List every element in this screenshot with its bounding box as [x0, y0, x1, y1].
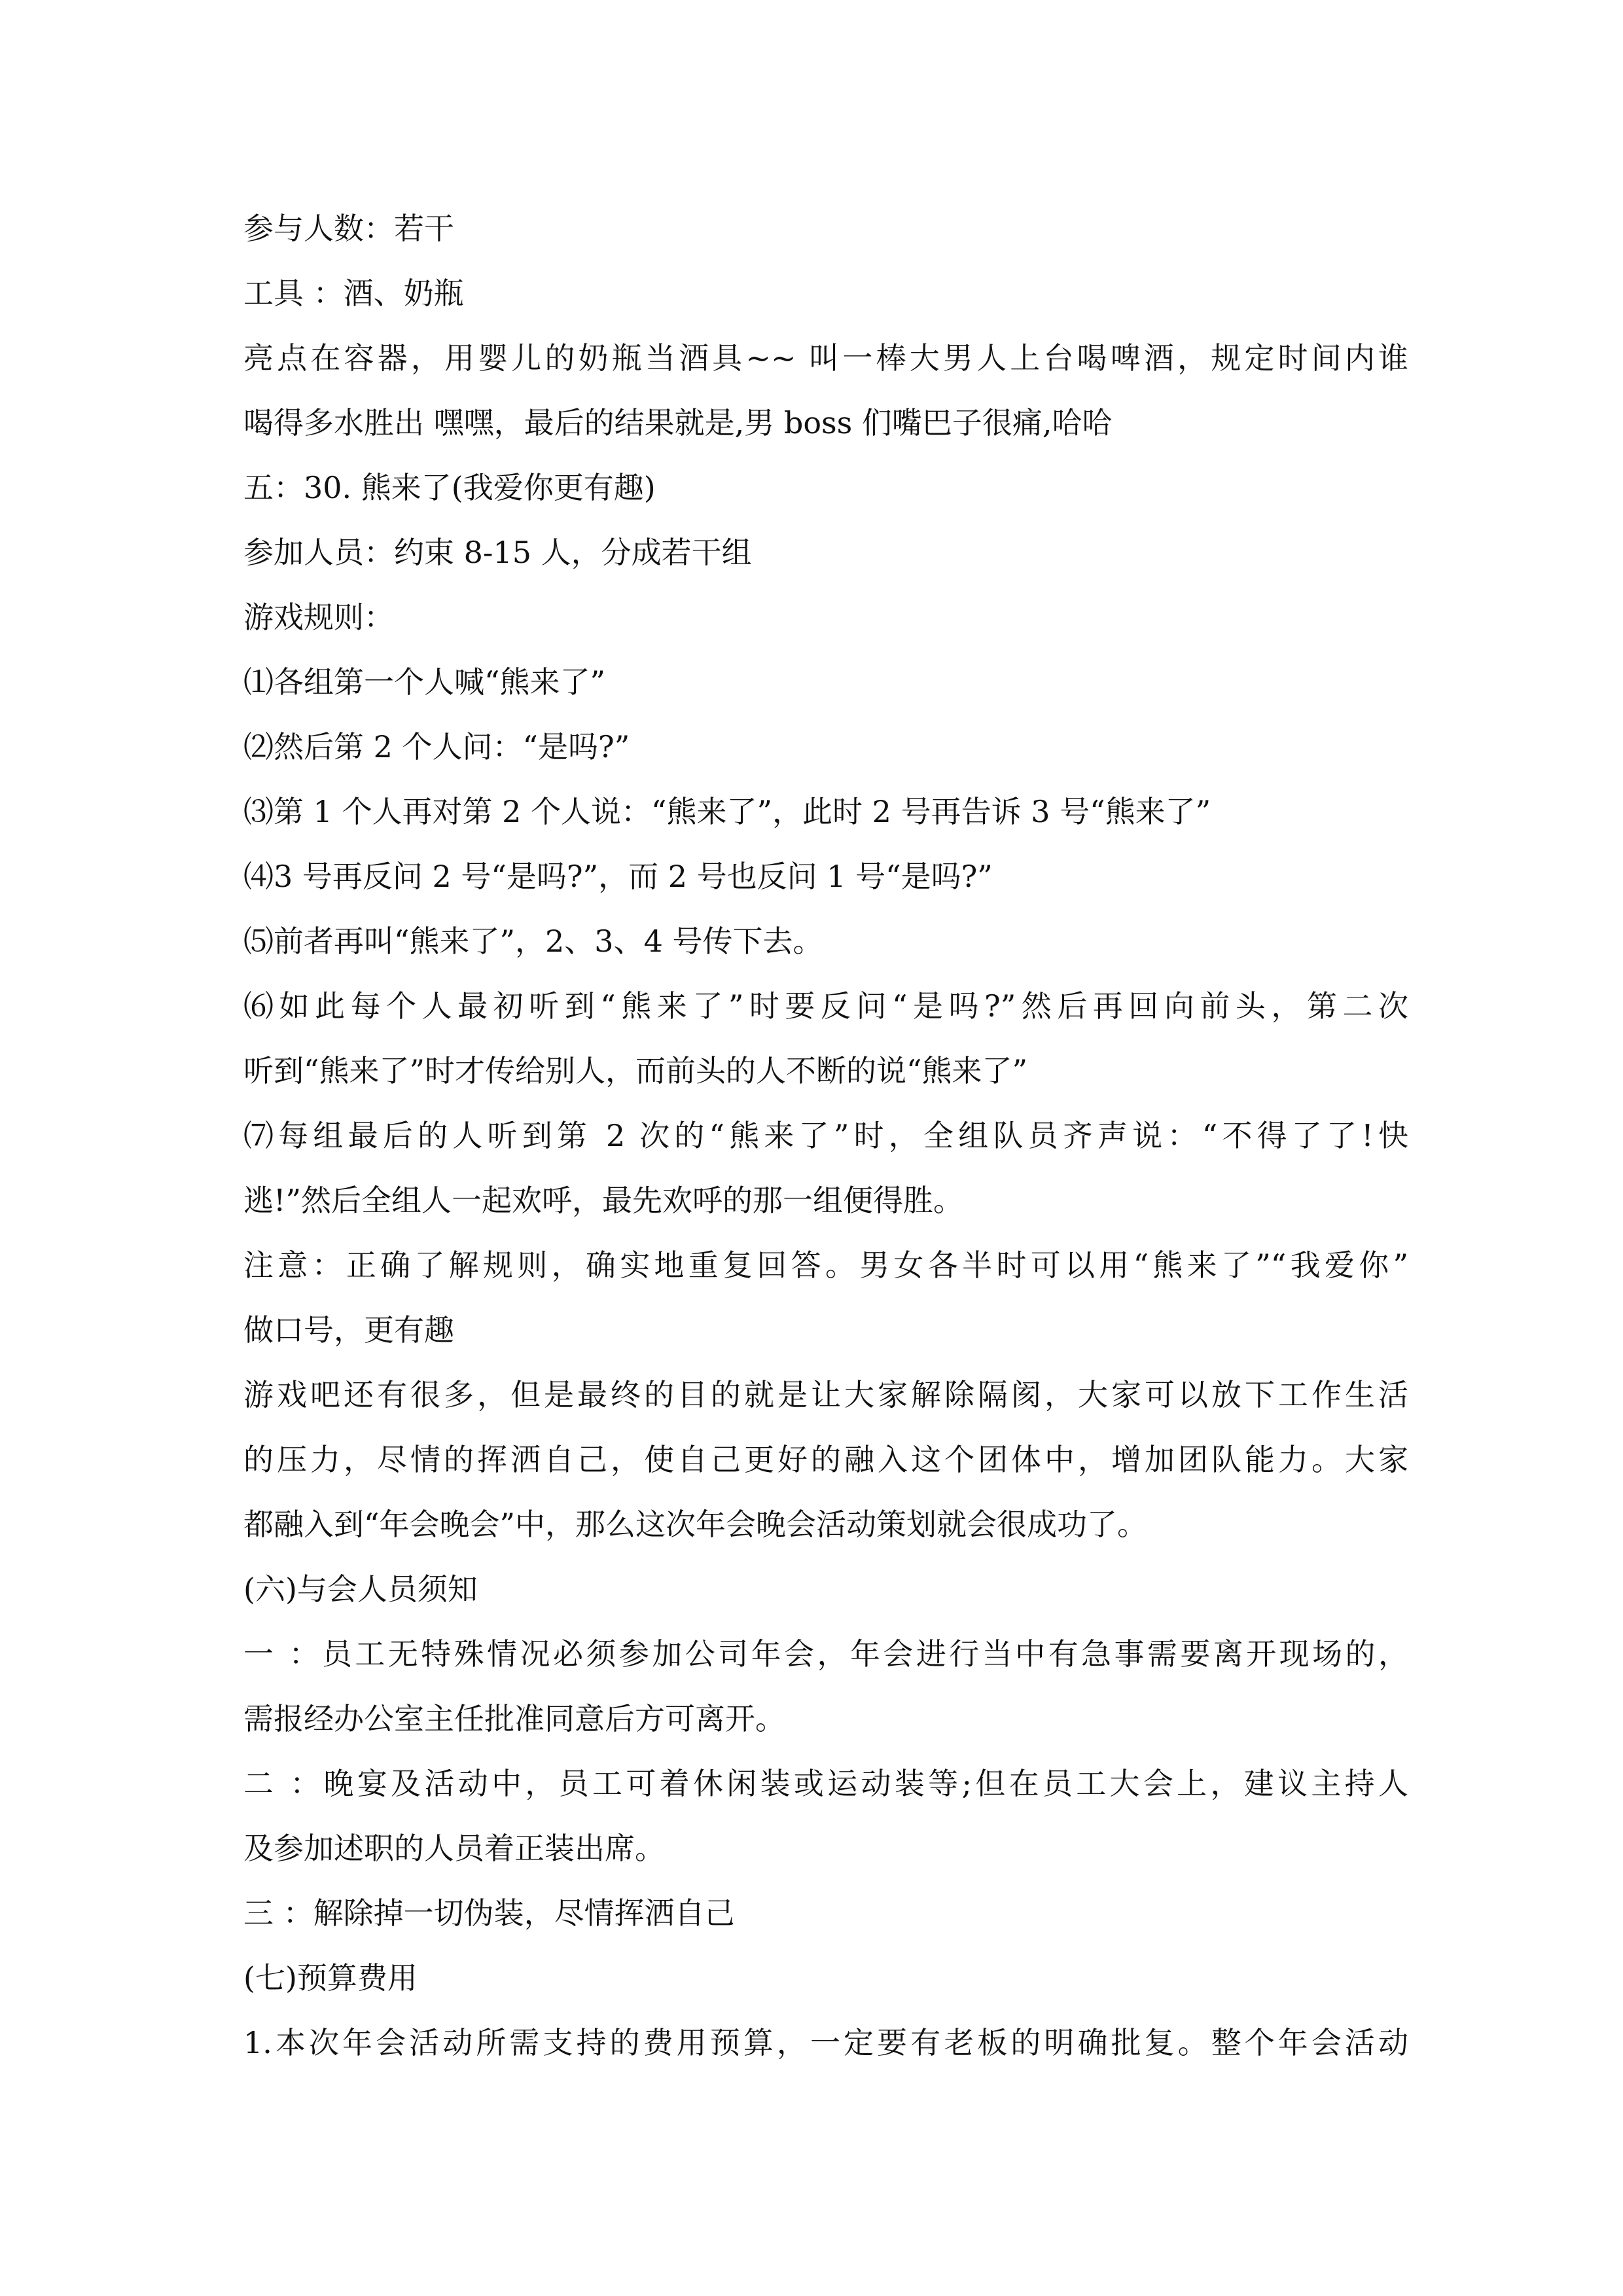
text-line-rule-6: ⑹如此每个人最初听到“熊来了”时要反问“是吗?”然后再回向前头，第二次	[243, 988, 1408, 1024]
text-line-note: 注意：正确了解规则，确实地重复回答。男女各半时可以用“熊来了”“我爱你”	[243, 1247, 1408, 1283]
text-line-highlight: 亮点在容器，用婴儿的奶瓶当酒具~~ 叫一棒大男人上台喝啤酒，规定时间内谁	[243, 340, 1408, 376]
text-line-summary-2: 的压力，尽情的挥洒自己，使自己更好的融入这个团体中，增加团队能力。大家	[243, 1442, 1408, 1477]
text-line-highlight-cont: 喝得多水胜出 嘿嘿，最后的结果就是,男 boss 们嘴巴子很痛,哈哈	[243, 405, 1113, 440]
text-line-rules-heading: 游戏规则：	[243, 600, 394, 635]
section-heading-attendee-notice: (六)与会人员须知	[243, 1571, 478, 1607]
document-body	[243, 196, 1408, 2075]
text-line-rule-1: ⑴各组第一个人喊“熊来了”	[243, 664, 606, 700]
text-line-summary-1: 游戏吧还有很多，但是最终的目的就是让大家解除隔阂，大家可以放下工作生活	[243, 1377, 1408, 1412]
text-line-budget-1: 1.本次年会活动所需支持的费用预算，一定要有老板的明确批复。整个年会活动	[243, 2025, 1408, 2060]
text-line-rule-7: ⑺每组最后的人听到第 2 次的“熊来了”时，全组队员齐声说：“不得了了!快	[243, 1118, 1408, 1153]
text-line-rule-4: ⑷3 号再反问 2 号“是吗?”，而 2 号也反问 1 号“是吗?”	[243, 859, 993, 894]
section-heading-budget: (七)预算费用	[243, 1960, 418, 1996]
text-line-notice-2-cont: 及参加述职的人员着正装出席。	[243, 1831, 665, 1866]
text-line-notice-2: 二 ：晚宴及活动中，员工可着休闲装或运动装等;但在员工大会上，建议主持人	[243, 1766, 1408, 1801]
text-line-notice-3: 三 ：解除掉一切伪装，尽情挥洒自己	[243, 1895, 735, 1931]
text-line-rule-6-cont: 听到“熊来了”时才传给别人，而前头的人不断的说“熊来了”	[243, 1053, 1028, 1088]
text-line-game-participants: 参加人员：约束 8-15 人，分成若干组	[243, 535, 752, 570]
text-line-notice-1: 一 ：员工无特殊情况必须参加公司年会，年会进行当中有急事需要离开现场的，	[243, 1636, 1408, 1672]
text-line-note-cont: 做口号，更有趣	[243, 1312, 454, 1348]
text-line-rule-7-cont: 逃!”然后全组人一起欢呼，最先欢呼的那一组便得胜。	[243, 1183, 964, 1218]
text-line-notice-1-cont: 需报经办公室主任批准同意后方可离开。	[243, 1701, 785, 1736]
text-line-tools: 工具 ：酒、奶瓶	[243, 276, 464, 311]
text-line-rule-3: ⑶第 1 个人再对第 2 个人说：“熊来了”，此时 2 号再告诉 3 号“熊来了”	[243, 794, 1211, 829]
text-line-rule-5: ⑸前者再叫“熊来了”，2、3、4 号传下去。	[243, 924, 823, 959]
text-line-rule-2: ⑵然后第 2 个人问：“是吗?”	[243, 729, 630, 764]
text-line-participants: 参与人数：若干	[243, 211, 454, 246]
text-line-game-title: 五：30. 熊来了(我爱你更有趣)	[243, 470, 656, 505]
text-line-summary-3: 都融入到“年会晚会”中，那么这次年会晚会活动策划就会很成功了。	[243, 1507, 1148, 1542]
